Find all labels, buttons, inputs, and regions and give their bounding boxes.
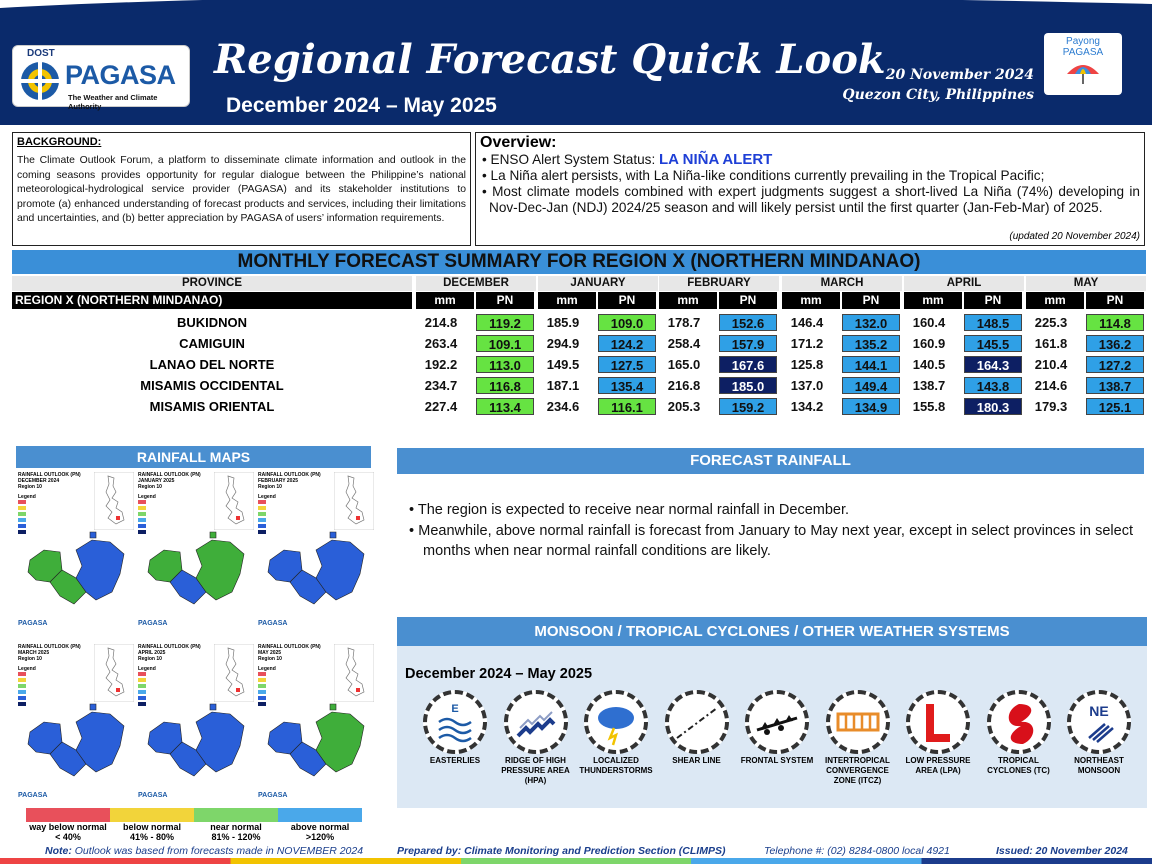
scale-range-text: >120% <box>305 832 335 842</box>
table-cell-pn: 136.2 <box>1086 335 1144 352</box>
map-title: RAINFALL OUTLOOK (PN) <box>138 644 201 650</box>
philippines-inset-map <box>334 644 374 702</box>
itcz-icon <box>826 690 890 754</box>
map-legend-label: Legend <box>138 494 156 500</box>
rainfall-map <box>16 470 134 642</box>
table-cell-pn: 135.4 <box>598 377 656 394</box>
map-region: Region 10 <box>258 484 282 490</box>
table-cell-mm: 140.5 <box>912 357 946 372</box>
map-month: DECEMBER 2024 <box>18 478 60 484</box>
weather-system-label: FRONTAL SYSTEM <box>740 756 814 765</box>
pn-header: PN <box>964 292 1022 309</box>
map-region: Region 10 <box>18 656 42 662</box>
scale-swatch <box>110 808 194 822</box>
scale-label-text: above normal <box>290 822 350 832</box>
region-map <box>260 530 372 616</box>
month-header: APRIL <box>904 276 1024 291</box>
pn-header: PN <box>719 292 777 309</box>
table-cell-mm: 225.3 <box>1034 315 1068 330</box>
table-row-province: MISAMIS ORIENTAL <box>149 399 275 414</box>
scale-label-text: below normal <box>122 822 181 832</box>
table-cell-pn: 152.6 <box>719 314 777 331</box>
weather-system-label: LOCALIZED THUNDERSTORMS <box>579 756 653 775</box>
map-month: MARCH 2025 <box>18 650 50 656</box>
map-legend-label: Legend <box>18 666 36 672</box>
table-cell-mm: 234.6 <box>546 399 580 414</box>
rainfall-map <box>136 642 254 814</box>
pagasa-logo <box>12 45 190 111</box>
philippines-inset-map <box>334 472 374 530</box>
weather-system-label: EASTERLIES <box>429 756 481 765</box>
table-cell-pn: 144.1 <box>842 356 900 373</box>
overview-point: • Most climate models combined with expert judgments suggest a short-lived La Niña (74%) developing in Nov-Dec-Jan (NDJ) 2024/25 season and will likely persist until the first quarter (Jan-Feb-Mar) of 2025. <box>482 184 1140 215</box>
table-cell-pn: 135.2 <box>842 335 900 352</box>
footer-issued: Issued: 20 November 2024 <box>996 845 1128 857</box>
month-header: FEBRUARY <box>659 276 779 291</box>
weather-system-item <box>493 690 579 786</box>
rainfall-map <box>256 470 374 642</box>
scale-range-text: < 40% <box>55 832 81 842</box>
table-cell-mm: 258.4 <box>667 336 701 351</box>
pn-header: PN <box>1086 292 1144 309</box>
forecast-point: • Meanwhile, above normal rainfall is forecast from January to May next year, except in select provinces in select months when near normal rainfall conditions are likely. <box>409 522 1133 559</box>
thunderstorm-icon <box>584 690 648 754</box>
table-cell-pn: 125.1 <box>1086 398 1144 415</box>
mm-header: mm <box>782 292 840 309</box>
table-cell-mm: 146.4 <box>790 315 824 330</box>
pn-header: PN <box>842 292 900 309</box>
table-cell-pn: 185.0 <box>719 377 777 394</box>
table-cell-pn: 132.0 <box>842 314 900 331</box>
weather-system-label: SHEAR LINE <box>672 756 721 765</box>
map-legend-label: Legend <box>258 666 276 672</box>
month-header: MAY <box>1026 276 1146 291</box>
rainfall-map <box>256 642 374 814</box>
footer-telephone: Telephone #: (02) 8284-0800 local 4921 <box>764 845 950 857</box>
map-logo: PAGASA <box>138 620 168 627</box>
table-cell-mm: 227.4 <box>424 399 458 414</box>
frontal-icon <box>745 690 809 754</box>
map-month: JANUARY 2025 <box>138 478 175 484</box>
mm-header: mm <box>416 292 474 309</box>
table-cell-mm: 155.8 <box>912 399 946 414</box>
table-cell-mm: 161.8 <box>1034 336 1068 351</box>
scale-swatch <box>278 808 362 822</box>
table-cell-mm: 185.9 <box>546 315 580 330</box>
map-legend-label: Legend <box>258 494 276 500</box>
table-cell-pn: 157.9 <box>719 335 777 352</box>
table-cell-mm: 165.0 <box>667 357 701 372</box>
map-logo: PAGASA <box>258 620 288 627</box>
table-cell-pn: 116.8 <box>476 377 534 394</box>
weather-system-label: TROPICAL CYCLONES (TC) <box>987 756 1050 775</box>
table-row-province: CAMIGUIN <box>179 336 245 351</box>
region-label: REGION X (NORTHERN MINDANAO) <box>12 292 412 309</box>
footer-prepared: Prepared by: Climate Monitoring and Prediction Section (CLIMPS) <box>397 845 726 857</box>
map-region: Region 10 <box>138 484 162 490</box>
scale-label <box>278 822 362 842</box>
weather-system-item <box>895 690 981 776</box>
map-logo: PAGASA <box>138 792 168 799</box>
month-header: DECEMBER <box>416 276 536 291</box>
forecast-rainfall-list <box>405 500 1133 562</box>
pagasa-tagline: The Weather and Climate Authority <box>68 93 158 111</box>
map-title: RAINFALL OUTLOOK (PN) <box>258 644 321 650</box>
table-cell-mm: 134.2 <box>790 399 824 414</box>
rainfall-map <box>136 470 254 642</box>
table-cell-mm: 214.6 <box>1034 378 1068 393</box>
overview-point-text: Most climate models combined with expert judgments suggest a short-lived La Niña (74%) developing in Nov-Dec-Jan (NDJ) 2024/25 season and will likely persist until the first quarter (Jan-Feb-Mar) of 2025. <box>489 184 1140 215</box>
weather-system-item <box>815 690 901 786</box>
scale-swatch <box>194 808 278 822</box>
table-cell-pn: 113.0 <box>476 356 534 373</box>
table-cell-mm: 160.4 <box>912 315 946 330</box>
scale-label-text: way below normal <box>29 822 107 832</box>
table-row-province: MISAMIS OCCIDENTAL <box>140 378 284 393</box>
footer-note-label: Note: <box>45 845 72 857</box>
table-cell-mm: 205.3 <box>667 399 701 414</box>
payong-line1: Payong <box>1066 36 1100 47</box>
monsoon-title: MONSOON / TROPICAL CYCLONES / OTHER WEATHER SYSTEMS <box>397 617 1147 646</box>
table-cell-pn: 119.2 <box>476 314 534 331</box>
mm-header: mm <box>904 292 962 309</box>
month-header: MARCH <box>782 276 902 291</box>
lpa-icon <box>906 690 970 754</box>
rainfall-map <box>16 642 134 814</box>
mm-header: mm <box>659 292 717 309</box>
region-map <box>20 702 132 788</box>
table-cell-pn: 109.1 <box>476 335 534 352</box>
table-cell-mm: 216.8 <box>667 378 701 393</box>
scale-label <box>194 822 278 842</box>
monsoon-icon <box>1067 690 1131 754</box>
scale-swatch <box>26 808 110 822</box>
table-cell-mm: 214.8 <box>424 315 458 330</box>
overview-point: • La Niña alert persists, with La Niña-like conditions currently prevailing in the Tropical Pacific; <box>482 168 1045 183</box>
map-region: Region 10 <box>18 484 42 490</box>
table-cell-pn: 127.5 <box>598 356 656 373</box>
region-map <box>260 702 372 788</box>
table-row-province: BUKIDNON <box>176 315 248 330</box>
enso-status: LA NIÑA ALERT <box>659 151 773 168</box>
table-cell-pn: 127.2 <box>1086 356 1144 373</box>
forecast-period: December 2024 – May 2025 <box>226 94 497 117</box>
background-title: BACKGROUND: <box>17 136 102 148</box>
weather-system-item <box>734 690 820 766</box>
table-cell-pn: 143.8 <box>964 377 1022 394</box>
overview-updated: (updated 20 November 2024) <box>1009 231 1140 242</box>
philippines-inset-map <box>214 472 254 530</box>
table-cell-pn: 116.1 <box>598 398 656 415</box>
weather-system-label: NORTHEAST MONSOON <box>1074 756 1124 775</box>
table-cell-mm: 234.7 <box>424 378 458 393</box>
monsoon-period: December 2024 – May 2025 <box>405 666 593 682</box>
table-cell-mm: 138.7 <box>912 378 946 393</box>
background-box <box>12 132 471 246</box>
table-cell-pn: 164.3 <box>964 356 1022 373</box>
issue-date: 20 November 2024 <box>885 67 1034 83</box>
table-cell-mm: 137.0 <box>790 378 824 393</box>
overview-box <box>475 132 1145 246</box>
footer-note <box>45 845 363 857</box>
weather-system-item <box>654 690 740 766</box>
forecast-point-text: The region is expected to receive near normal rainfall in December. <box>417 502 850 518</box>
cyclone-icon <box>987 690 1051 754</box>
weather-system-label: LOW PRESSURE AREA (LPA) <box>905 756 971 775</box>
easterlies-icon <box>423 690 487 754</box>
table-cell-mm: 178.7 <box>667 315 701 330</box>
weather-system-item <box>573 690 659 776</box>
dost-label: DOST <box>27 48 55 59</box>
map-logo: PAGASA <box>18 792 48 799</box>
mm-header: mm <box>1026 292 1084 309</box>
page-title: Regional Forecast Quick Look <box>214 36 886 83</box>
table-row-province: LANAO DEL NORTE <box>149 357 275 372</box>
philippines-inset-map <box>94 644 134 702</box>
map-legend-label: Legend <box>18 494 36 500</box>
ridge-icon <box>504 690 568 754</box>
table-cell-pn: 167.6 <box>719 356 777 373</box>
scale-label <box>26 822 110 842</box>
forecast-rainfall-title: FORECAST RAINFALL <box>397 448 1144 474</box>
weather-system-item <box>976 690 1062 776</box>
table-title: MONTHLY FORECAST SUMMARY FOR REGION X (NORTHERN MINDANAO) <box>12 250 1146 274</box>
table-cell-pn: 113.4 <box>476 398 534 415</box>
weather-system-label: INTERTROPICAL CONVERGENCE ZONE (ITCZ) <box>825 756 890 785</box>
scale-label-text: near normal <box>210 822 262 832</box>
table-cell-pn: 114.8 <box>1086 314 1144 331</box>
table-cell-mm: 210.4 <box>1034 357 1068 372</box>
pagasa-seal-icon <box>19 60 61 102</box>
footer-note-text: Outlook was based from forecasts made in NOVEMBER 2024 <box>74 845 364 857</box>
forecast-point-text: Meanwhile, above normal rainfall is forecast from January to May next year, except in select provinces in select months when near normal rainfall conditions are likely. <box>418 522 1133 559</box>
mm-header: mm <box>538 292 596 309</box>
overview-title: Overview: <box>480 134 557 151</box>
map-month: FEBRUARY 2025 <box>258 478 299 484</box>
issue-place: Quezon City, Philippines <box>842 87 1034 103</box>
map-legend-label: Legend <box>138 666 156 672</box>
weather-system-item <box>1056 690 1142 776</box>
rainfall-maps-title: RAINFALL MAPS <box>16 446 371 468</box>
region-map <box>140 702 252 788</box>
region-map <box>140 530 252 616</box>
table-cell-mm: 263.4 <box>424 336 458 351</box>
map-title: RAINFALL OUTLOOK (PN) <box>138 472 201 478</box>
map-month: MAY 2025 <box>258 650 282 656</box>
table-cell-pn: 149.4 <box>842 377 900 394</box>
shear-line-icon <box>665 690 729 754</box>
table-cell-pn: 145.5 <box>964 335 1022 352</box>
philippines-inset-map <box>94 472 134 530</box>
map-logo: PAGASA <box>18 620 48 627</box>
table-cell-mm: 192.2 <box>424 357 458 372</box>
map-region: Region 10 <box>138 656 162 662</box>
background-text: The Climate Outlook Forum, a platform to disseminate climate information and outlook in the coming seasons provides opportunity for regular dialogue between the Philippine’s national meteorological-hydrological service provider (PAGASA) and its stakeholder institutions to promote (a) enhanced understanding of forecast products and services, including their limitations and uncertainties, and (b) better appreciation by PAGASA of users’ information requirements. <box>17 155 466 224</box>
region-map <box>20 530 132 616</box>
table-cell-mm: 187.1 <box>546 378 580 393</box>
weather-system-label: RIDGE OF HIGH PRESSURE AREA (HPA) <box>501 756 570 785</box>
map-month: APRIL 2025 <box>138 650 166 656</box>
overview-enso-line: • ENSO Alert System Status: LA NIÑA ALERT <box>482 151 773 168</box>
map-logo: PAGASA <box>258 792 288 799</box>
table-cell-mm: 179.3 <box>1034 399 1068 414</box>
map-title: RAINFALL OUTLOOK (PN) <box>258 472 321 478</box>
scale-range-text: 41% - 80% <box>129 832 175 842</box>
map-title: RAINFALL OUTLOOK (PN) <box>18 644 81 650</box>
table-cell-pn: 134.9 <box>842 398 900 415</box>
table-cell-pn: 148.5 <box>964 314 1022 331</box>
footer-stripe <box>0 858 1152 864</box>
payong-pagasa-logo <box>1044 33 1122 95</box>
svg-text:NE: NE <box>1089 703 1109 719</box>
scale-label <box>110 822 194 842</box>
enso-label: ENSO Alert System Status: <box>490 152 660 167</box>
scale-range-text: 81% - 120% <box>211 832 261 842</box>
pn-header: PN <box>598 292 656 309</box>
pagasa-name: PAGASA <box>65 60 176 90</box>
table-cell-pn: 138.7 <box>1086 377 1144 394</box>
table-cell-pn: 124.2 <box>598 335 656 352</box>
table-cell-pn: 159.2 <box>719 398 777 415</box>
month-header: JANUARY <box>538 276 658 291</box>
pn-header: PN <box>476 292 534 309</box>
table-cell-mm: 149.5 <box>546 357 580 372</box>
map-title: RAINFALL OUTLOOK (PN) <box>18 472 81 478</box>
weather-system-item <box>412 690 498 766</box>
table-cell-pn: 180.3 <box>964 398 1022 415</box>
table-cell-mm: 125.8 <box>790 357 824 372</box>
table-cell-mm: 171.2 <box>790 336 824 351</box>
umbrella-icon <box>1063 58 1103 86</box>
table-cell-mm: 294.9 <box>546 336 580 351</box>
forecast-point: • The region is expected to receive near normal rainfall in December. <box>409 502 850 518</box>
table-cell-pn: 109.0 <box>598 314 656 331</box>
payong-line2: PAGASA <box>1062 47 1104 58</box>
table-cell-mm: 160.9 <box>912 336 946 351</box>
svg-text:E: E <box>451 703 459 715</box>
philippines-inset-map <box>214 644 254 702</box>
map-region: Region 10 <box>258 656 282 662</box>
province-header: PROVINCE <box>12 276 412 291</box>
overview-point-text: La Niña alert persists, with La Niña-like conditions currently prevailing in the Tropical Pacific; <box>490 168 1045 183</box>
